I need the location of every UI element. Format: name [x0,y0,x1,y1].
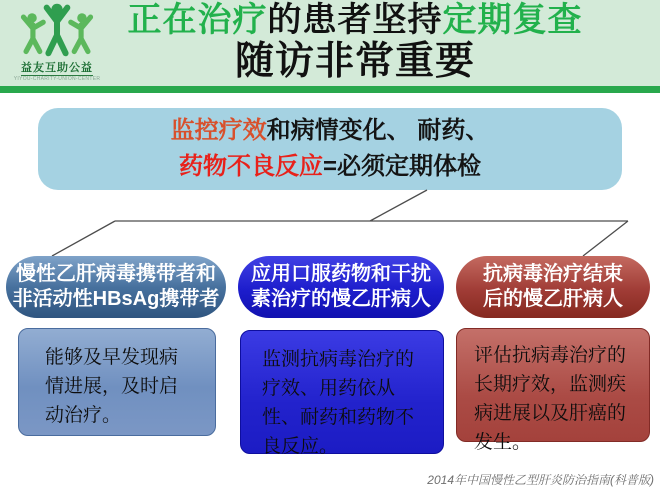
summary-text: =必须定期体检 [322,153,481,180]
title-line-2: 随访非常重要 [234,40,475,83]
citation: 2014年中国慢性乙型肝炎防治指南(科普版) [427,473,654,487]
divider-bar [0,86,660,93]
summary-line-1 [171,119,490,143]
group2-body-box: 监测抗病毒治疗的疗效、用药依从性、耐药和药物不良反应。 [240,330,444,454]
group2-header-line1: 应用口服药物和干扰 [251,263,431,285]
group3-header-pill [456,256,650,318]
group1-header-line1: 慢性乙肝病毒携带者和 [16,263,216,285]
group1-body-box: 能够及早发现病情进展，及时启动治疗。 [18,328,216,436]
summary-box [38,108,622,190]
summary-line-2 [179,155,481,179]
title-green-segment: 定期复查 [442,1,583,39]
three-figures-icon [14,2,100,58]
group3-header-line1: 抗病毒治疗结束 [483,263,623,285]
group2-header-pill [238,256,444,318]
logo-subtitle: YIYOU-CHARITY-UNION-CENTER [13,76,101,83]
logo-name: 益友互助公益 [21,62,93,76]
title-black-segment: 的患者坚持 [267,1,443,39]
group3-header-line2: 后的慢乙肝病人 [483,288,623,310]
group1-header-pill [6,256,226,318]
page-title [95,3,615,81]
header-band [0,0,660,86]
group3-body-box: 评估抗病毒治疗的长期疗效，监测疾病进展以及肝癌的发生。 [456,328,650,442]
summary-highlight-orange: 监控疗效 [170,117,267,144]
title-line-1 [95,3,615,37]
group1-header-line2: 非活动性HBsAg携带者 [12,288,220,310]
summary-text: 和病情变化、 耐药、 [266,117,490,144]
summary-highlight-red: 药物不良反应 [178,153,323,180]
title-green-segment: 正在治疗 [127,1,268,39]
group2-header-line2: 素治疗的慢乙肝病人 [251,288,431,310]
